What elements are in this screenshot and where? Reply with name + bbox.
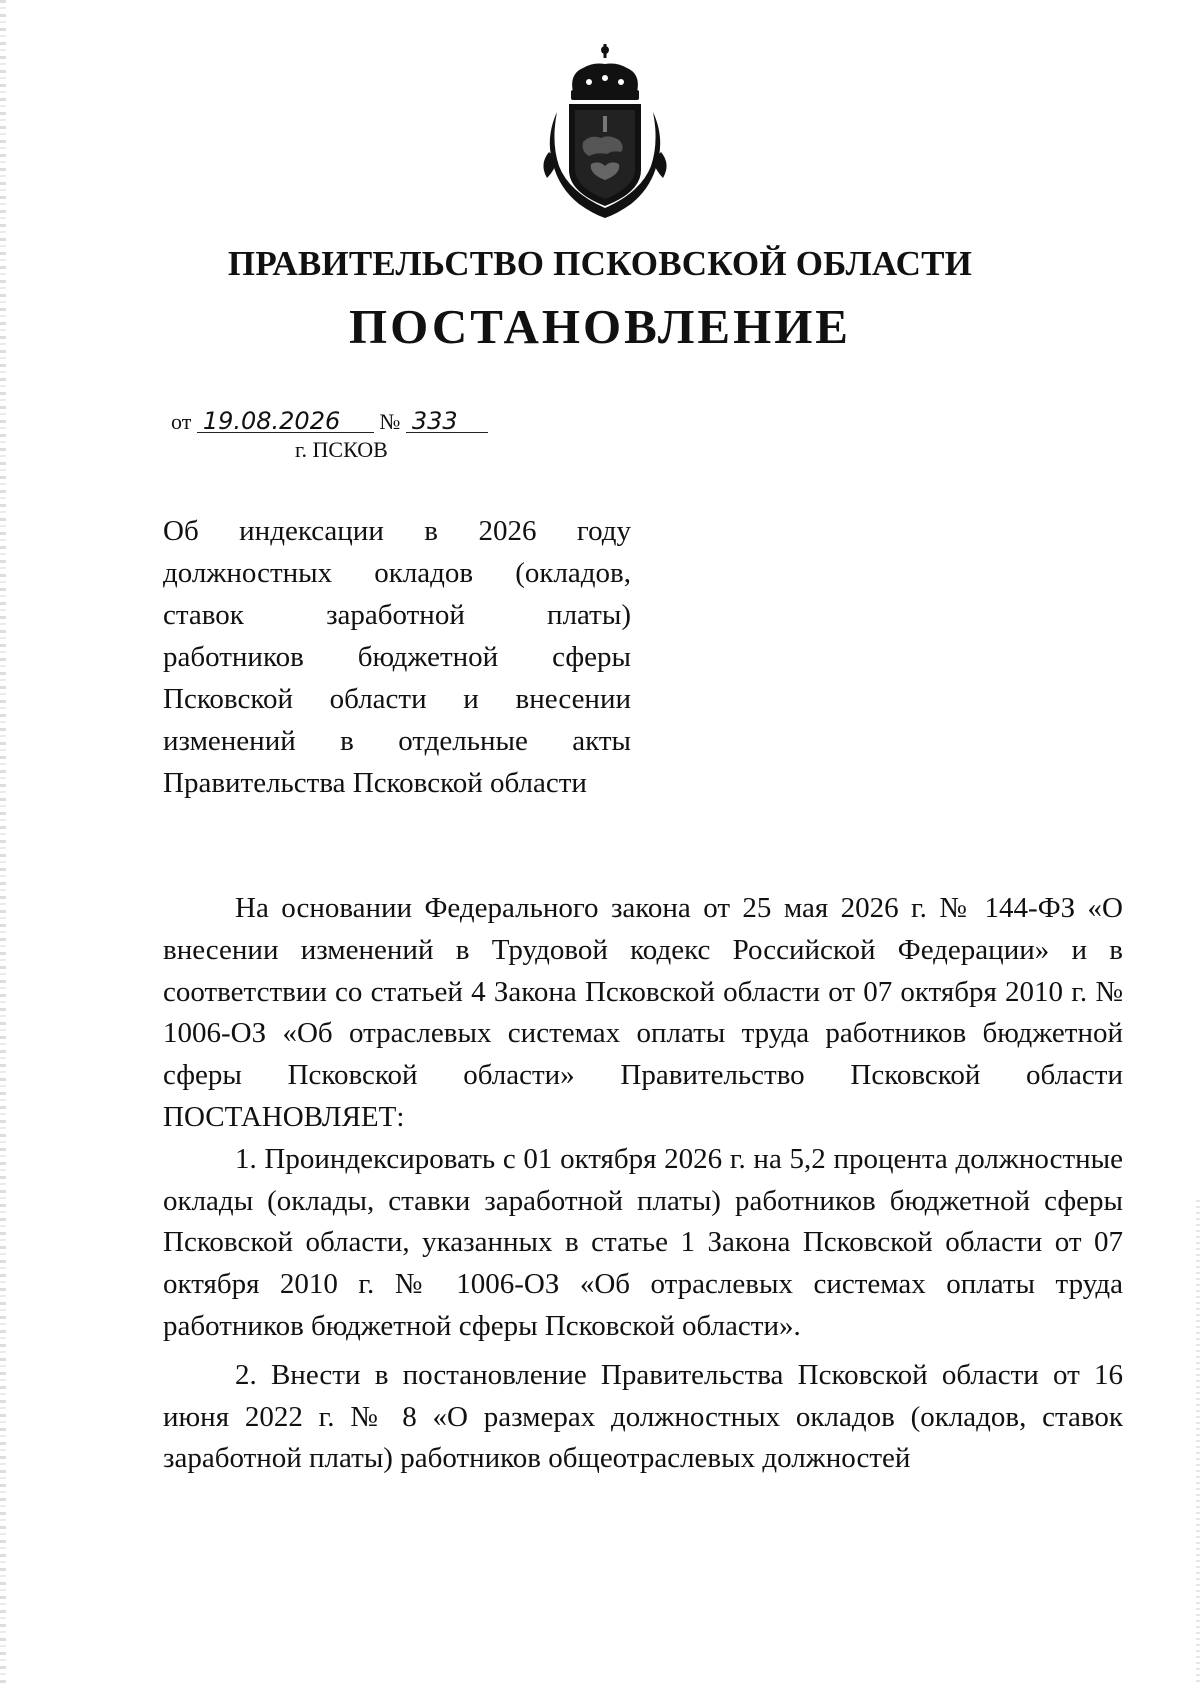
- item-1-paragraph: 1. Проиндексировать с 01 октября 2026 г. на 5,2 процента должностные оклады (оклады, ставки заработной платы) работников бюджетной сферы Псковской области, указанных в статье 1 Закона Псковской области от 07 октября 2010 г. № 1006-ОЗ «Об отраслевых системах оплаты труда работников бюджетной сферы Псковской области».: [163, 1142, 1123, 1342]
- subject-line: изменений в отдельные акты: [163, 725, 631, 757]
- subject-line: Об индексации в 2026 году: [163, 515, 631, 547]
- subject-line: Псковской области и внесении: [163, 683, 631, 715]
- scan-edge-right: [1196, 1200, 1200, 1686]
- document-date: 19.08.2026: [197, 410, 374, 433]
- subject-line: работников бюджетной сферы: [163, 641, 631, 673]
- city-label: г. ПСКОВ: [295, 437, 388, 462]
- document-type-title: ПОСТАНОВЛЕНИЕ: [349, 299, 851, 354]
- date-prefix: от: [171, 409, 192, 434]
- subject-line: Правительства Псковской области: [163, 767, 587, 799]
- subject-line: должностных окладов (окладов,: [163, 557, 631, 589]
- date-number-line: [171, 409, 488, 435]
- subject-line: ставок заработной платы): [163, 599, 631, 631]
- number-prefix: №: [379, 409, 401, 434]
- document-number: 333: [406, 410, 488, 433]
- preamble-paragraph: На основании Федерального закона от 25 мая 2026 г. № 144-ФЗ «О внесении изменений в Трудовой кодекс Российской Федерации» и в соответствии со статьей 4 Закона Псковской области от 07 октября 2010 г. № 1006-ОЗ «Об отраслевых системах оплаты труда работников бюджетной сферы Псковской области» Правительство Псковской области ПОСТАНОВЛЯЕТ:: [163, 892, 1123, 1133]
- coat-of-arms-icon: [535, 42, 675, 228]
- document-body: [163, 888, 1123, 1480]
- item-2-paragraph: 2. Внести в постановление Правительства Псковской области от 16 июня 2022 г. № 8 «О размерах должностных окладов (окладов, ставок заработной платы) работников общеотраслевых должностей: [163, 1358, 1123, 1475]
- organization-title: ПРАВИТЕЛЬСТВО ПСКОВСКОЙ ОБЛАСТИ: [227, 244, 973, 283]
- document-subject: [163, 510, 631, 804]
